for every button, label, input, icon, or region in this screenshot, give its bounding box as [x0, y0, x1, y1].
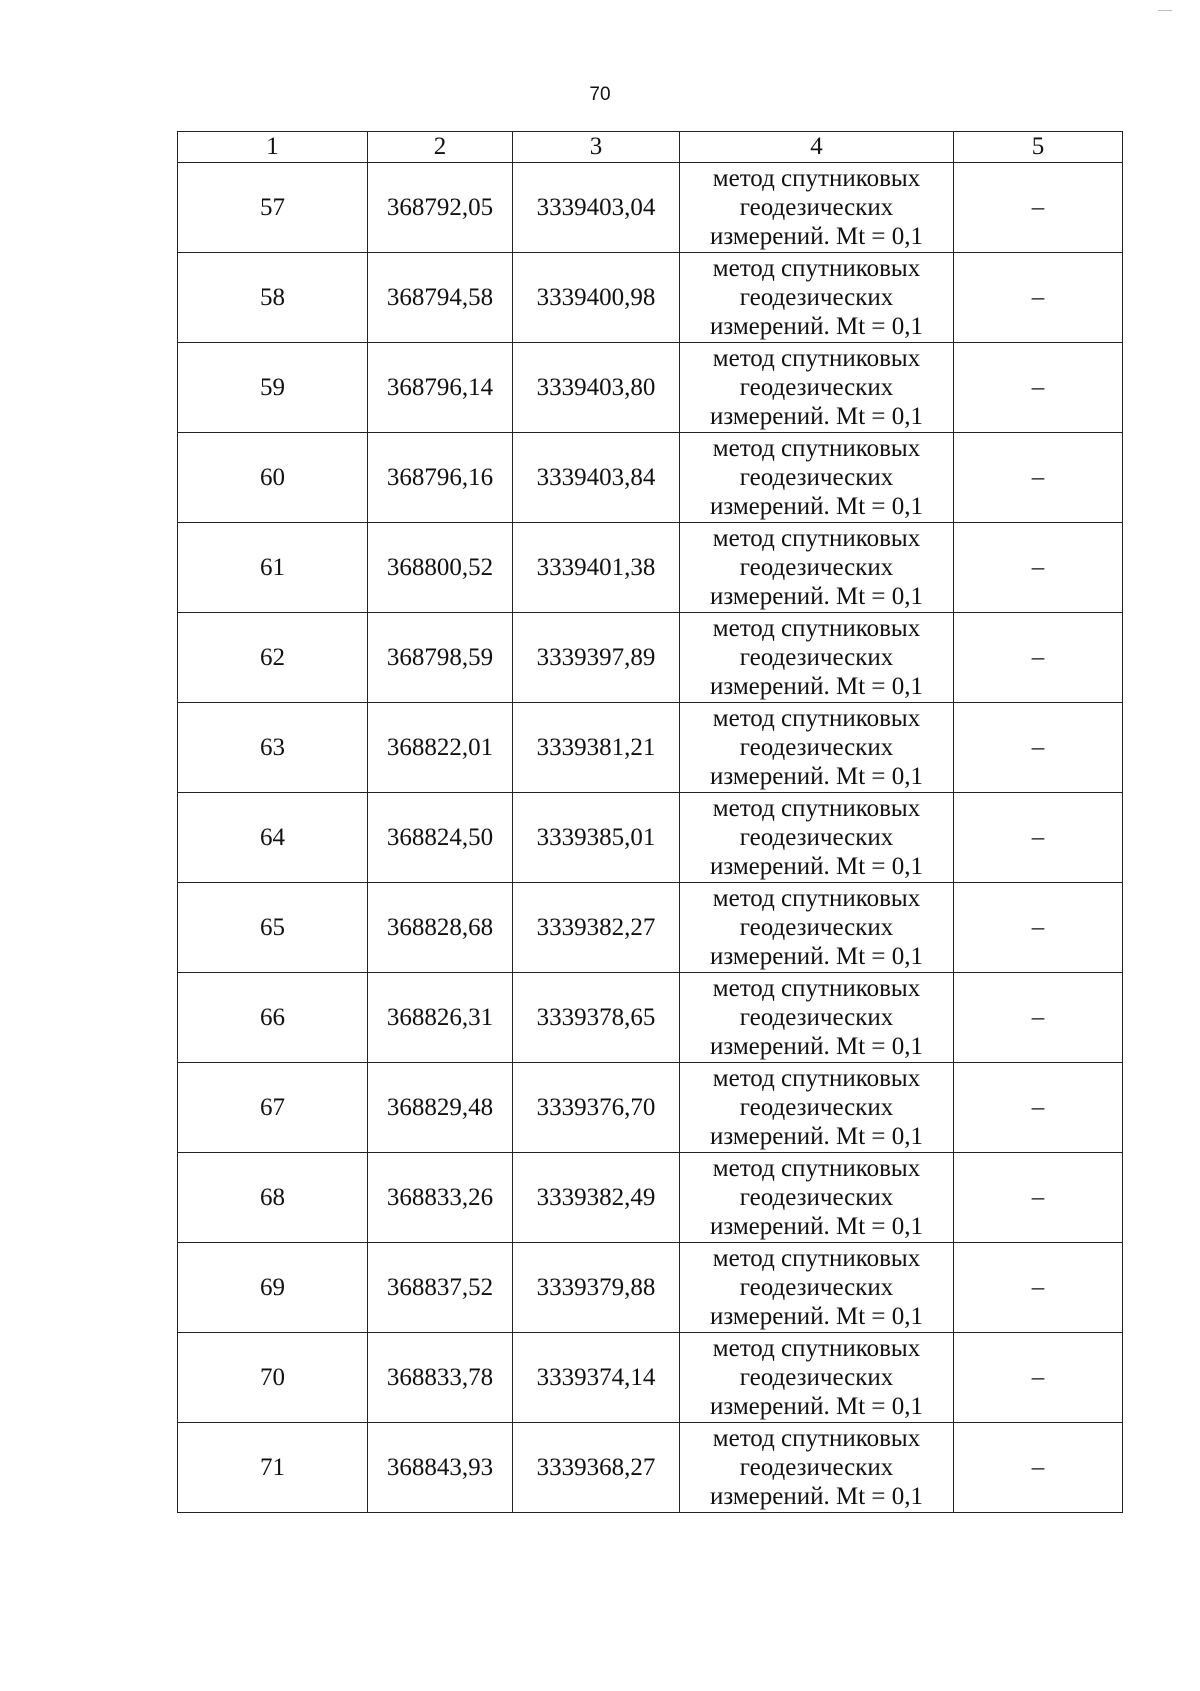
y-coordinate-cell: 3339382,49: [513, 1153, 680, 1243]
description-cell: –: [954, 883, 1123, 973]
column-header-1: 1: [178, 132, 368, 163]
x-coordinate-cell: 368824,50: [368, 793, 513, 883]
point-number-cell: 71: [178, 1423, 368, 1513]
point-number-cell: 59: [178, 343, 368, 433]
x-coordinate-cell: 368822,01: [368, 703, 513, 793]
method-cell: [680, 1063, 954, 1153]
y-coordinate-cell: 3339376,70: [513, 1063, 680, 1153]
y-coordinate-cell: 3339385,01: [513, 793, 680, 883]
method-cell: [680, 1153, 954, 1243]
table-row: [178, 1333, 1123, 1423]
method-line: измерений. Mt = 0,1: [709, 493, 924, 520]
y-coordinate-cell: 3339368,27: [513, 1423, 680, 1513]
method-line: геодезических: [739, 1454, 894, 1481]
table-row: [178, 1063, 1123, 1153]
x-coordinate-cell: 368794,58: [368, 253, 513, 343]
description-cell: –: [954, 1333, 1123, 1423]
method-line: метод спутниковых: [712, 1425, 921, 1452]
scan-corner-mark: [1158, 10, 1172, 11]
method-line: метод спутниковых: [712, 525, 921, 552]
method-line: метод спутниковых: [712, 345, 921, 372]
x-coordinate-cell: 368798,59: [368, 613, 513, 703]
method-line: метод спутниковых: [712, 255, 921, 282]
x-coordinate-cell: 368826,31: [368, 973, 513, 1063]
table-row: [178, 703, 1123, 793]
method-line: измерений. Mt = 0,1: [709, 1213, 924, 1240]
method-line: измерений. Mt = 0,1: [709, 1033, 924, 1060]
description-cell: –: [954, 1423, 1123, 1513]
point-number-cell: 57: [178, 163, 368, 253]
method-line: измерений. Mt = 0,1: [709, 1483, 924, 1510]
point-number-cell: 66: [178, 973, 368, 1063]
point-number-cell: 67: [178, 1063, 368, 1153]
table-row: [178, 1153, 1123, 1243]
point-number-cell: 69: [178, 1243, 368, 1333]
table-row: [178, 883, 1123, 973]
table-header-row: [178, 132, 1123, 163]
method-line: геодезических: [739, 914, 894, 941]
column-header-5: 5: [954, 132, 1123, 163]
table-row: [178, 343, 1123, 433]
method-line: геодезических: [739, 284, 894, 311]
point-number-cell: 68: [178, 1153, 368, 1243]
description-cell: –: [954, 523, 1123, 613]
x-coordinate-cell: 368792,05: [368, 163, 513, 253]
x-coordinate-cell: 368800,52: [368, 523, 513, 613]
method-cell: [680, 1243, 954, 1333]
column-header-4: 4: [680, 132, 954, 163]
x-coordinate-cell: 368837,52: [368, 1243, 513, 1333]
description-cell: –: [954, 163, 1123, 253]
method-line: геодезических: [739, 734, 894, 761]
method-cell: [680, 163, 954, 253]
method-line: измерений. Mt = 0,1: [709, 1393, 924, 1420]
table-row: [178, 433, 1123, 523]
x-coordinate-cell: 368796,16: [368, 433, 513, 523]
table-row: [178, 973, 1123, 1063]
description-cell: –: [954, 973, 1123, 1063]
method-line: метод спутниковых: [712, 1065, 921, 1092]
method-line: метод спутниковых: [712, 435, 921, 462]
point-number-cell: 58: [178, 253, 368, 343]
x-coordinate-cell: 368828,68: [368, 883, 513, 973]
method-line: геодезических: [739, 554, 894, 581]
method-cell: [680, 973, 954, 1063]
description-cell: –: [954, 343, 1123, 433]
method-line: геодезических: [739, 1364, 894, 1391]
y-coordinate-cell: 3339374,14: [513, 1333, 680, 1423]
method-cell: [680, 793, 954, 883]
method-line: геодезических: [739, 1004, 894, 1031]
method-line: метод спутниковых: [712, 705, 921, 732]
method-line: геодезических: [739, 1094, 894, 1121]
description-cell: –: [954, 793, 1123, 883]
method-cell: [680, 343, 954, 433]
x-coordinate-cell: 368843,93: [368, 1423, 513, 1513]
point-number-cell: 62: [178, 613, 368, 703]
description-cell: –: [954, 433, 1123, 523]
y-coordinate-cell: 3339401,38: [513, 523, 680, 613]
method-line: метод спутниковых: [712, 885, 921, 912]
x-coordinate-cell: 368833,78: [368, 1333, 513, 1423]
method-line: измерений. Mt = 0,1: [709, 403, 924, 430]
description-cell: –: [954, 613, 1123, 703]
method-line: измерений. Mt = 0,1: [709, 1123, 924, 1150]
table-row: [178, 1243, 1123, 1333]
point-number-cell: 70: [178, 1333, 368, 1423]
method-cell: [680, 883, 954, 973]
table-row: [178, 1423, 1123, 1513]
table-row: [178, 793, 1123, 883]
point-number-cell: 65: [178, 883, 368, 973]
method-line: метод спутниковых: [712, 165, 921, 192]
table-row: [178, 163, 1123, 253]
x-coordinate-cell: 368833,26: [368, 1153, 513, 1243]
method-line: измерений. Mt = 0,1: [709, 313, 924, 340]
method-line: измерений. Mt = 0,1: [709, 583, 924, 610]
description-cell: –: [954, 1153, 1123, 1243]
method-line: геодезических: [739, 464, 894, 491]
method-cell: [680, 1423, 954, 1513]
table-row: [178, 253, 1123, 343]
method-line: метод спутниковых: [712, 975, 921, 1002]
method-line: метод спутниковых: [712, 615, 921, 642]
page-number: 70: [589, 84, 611, 105]
x-coordinate-cell: 368796,14: [368, 343, 513, 433]
y-coordinate-cell: 3339403,80: [513, 343, 680, 433]
method-line: измерений. Mt = 0,1: [709, 223, 924, 250]
y-coordinate-cell: 3339403,84: [513, 433, 680, 523]
y-coordinate-cell: 3339379,88: [513, 1243, 680, 1333]
method-line: геодезических: [739, 1184, 894, 1211]
method-line: метод спутниковых: [712, 795, 921, 822]
table-row: [178, 523, 1123, 613]
method-line: геодезических: [739, 824, 894, 851]
method-line: геодезических: [739, 644, 894, 671]
method-line: измерений. Mt = 0,1: [709, 763, 924, 790]
y-coordinate-cell: 3339397,89: [513, 613, 680, 703]
table-row: [178, 613, 1123, 703]
y-coordinate-cell: 3339378,65: [513, 973, 680, 1063]
method-line: геодезических: [739, 194, 894, 221]
description-cell: –: [954, 1063, 1123, 1153]
method-cell: [680, 433, 954, 523]
method-line: измерений. Mt = 0,1: [709, 853, 924, 880]
method-line: геодезических: [739, 1274, 894, 1301]
method-cell: [680, 523, 954, 613]
table-body: [178, 163, 1123, 1513]
y-coordinate-cell: 3339382,27: [513, 883, 680, 973]
description-cell: –: [954, 1243, 1123, 1333]
method-cell: [680, 703, 954, 793]
method-line: метод спутниковых: [712, 1335, 921, 1362]
method-line: метод спутниковых: [712, 1245, 921, 1272]
method-cell: [680, 613, 954, 703]
column-header-3: 3: [513, 132, 680, 163]
description-cell: –: [954, 703, 1123, 793]
point-number-cell: 60: [178, 433, 368, 523]
method-line: измерений. Mt = 0,1: [709, 1303, 924, 1330]
method-cell: [680, 1333, 954, 1423]
column-header-2: 2: [368, 132, 513, 163]
point-number-cell: 61: [178, 523, 368, 613]
method-line: измерений. Mt = 0,1: [709, 943, 924, 970]
y-coordinate-cell: 3339381,21: [513, 703, 680, 793]
point-number-cell: 63: [178, 703, 368, 793]
point-number-cell: 64: [178, 793, 368, 883]
y-coordinate-cell: 3339403,04: [513, 163, 680, 253]
method-cell: [680, 253, 954, 343]
coordinates-table: [177, 131, 1123, 1513]
y-coordinate-cell: 3339400,98: [513, 253, 680, 343]
method-line: измерений. Mt = 0,1: [709, 673, 924, 700]
description-cell: –: [954, 253, 1123, 343]
method-line: геодезических: [739, 374, 894, 401]
method-line: метод спутниковых: [712, 1155, 921, 1182]
x-coordinate-cell: 368829,48: [368, 1063, 513, 1153]
